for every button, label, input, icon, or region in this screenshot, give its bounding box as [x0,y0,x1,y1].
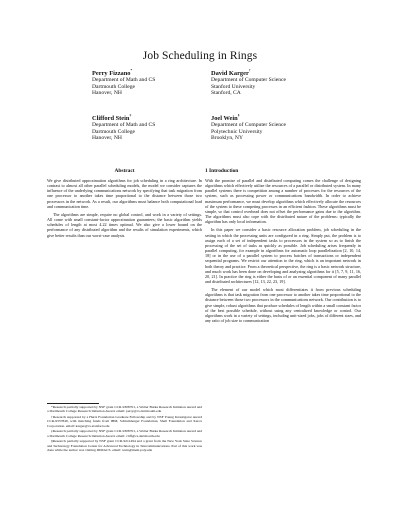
author-location: Hanover, NH [92,135,122,142]
footnote: ‡Research partially supported by NSF grant CCR-9308701, a Walter Burke Research Initiation Award and a Dartmouth College Research Initiation Award. email: cliff@cs.dartmouth.edu [47,429,202,438]
footnotes-section [47,405,202,454]
author-affiliation: Department of Math and CS [92,77,156,84]
author-location: Stanford, CA [211,90,241,97]
author-block-karger [211,70,286,96]
author-institution: Polytechnic University [211,128,263,135]
author-affiliation: Department of Math and CS [92,122,156,129]
author-block-stein [92,115,155,141]
author-affiliation: Department of Computer Science [211,77,287,84]
abstract-section [47,168,202,241]
introduction-paragraph: In this paper we consider a basic resource allocation problem, job scheduling in the setting in which the processing units are configured in a ring. Simply put, the problem is to assign each of a set of independent tasks to processors in the system so as to finish the processing of the set of tasks as quickly as possible. Job scheduling arises frequently in parallel computing, for example in algorithms for automatic loop parallelization [2, 10, 14, 18] or in the use of a parallel system to process batches of transactions or independent sequential programs. We restrict our attention to the ring, which is an important network in both theory and practice. From a theoretical perspective, the ring is a basic network structure, and much work has been done on developing and analyzing algorithms for it [5, 7, 9, 11, 16, 20, 21]. In practice the ring is either the basis of or an essential component of many parallel and distributed architectures [12, 13, 22, 23, 19]. [205,227,361,284]
author-location: Brooklyn, NY [211,135,244,142]
footnote: §Research partially supported by NSF grant CCR-9211494 and a grant from the New York State Science and Technology Foundation Center for Advanced Technology in Telecommunications. Part of this work was done while the author was visiting DIMACS. email: wein@mem.poly.edu [47,439,202,453]
author-block-fizzano [92,70,155,96]
author-name: David Karger† [211,68,251,77]
author-block-wein [211,115,286,141]
author-name: Perry Fizzano* [92,68,133,77]
introduction-heading: 1 Introduction [205,168,239,174]
footnote: †Research supported by a Hertz Foundation Graduate Fellowship and by NSF Young Investigator Award CCR-9357849, with matching funds from IBM, Schlumberger Foundation, Shell Foundation and Xerox Corporation. email: karger@cs.stanford.edu [47,414,202,428]
introduction-paragraph: With the promise of parallel and distributed computing comes the challenge of designing algorithms which effectively utilize the resources of a parallel or distributed system. In many parallel systems there is competition among a number of processes for the resources of the system, such as processing power or communications bandwidth. In order to achieve maximum performance, we must develop algorithms which effectively allocate the resources of the system to these competing processes in an efficient fashion. These algorithms must be simple, so that control overhead does not offset the performance gains due to the algorithm. The algorithms must also cope with the distributed nature of the problems: typically the algorithm has only local information. [205,178,361,225]
author-institution: Dartmouth College [92,83,136,90]
author-institution: Dartmouth College [92,128,136,135]
introduction-section [205,168,361,326]
author-name: Joel Wein§ [211,113,240,122]
author-location: Hanover, NH [92,90,122,97]
footnote: *Research partially supported by NSF grant CCR-9308701, a Walter Burke Research Initiation Award and a Dartmouth College Research Initiation Award. email: perry@cs.dartmouth.edu [47,405,202,414]
introduction-paragraph: The element of our model which most differentiates it from previous scheduling algorithms is that task migration from one processor to another takes time proportional to the distance between those two processors in the communications network. Our contribution is to give simple, robust algorithms that produce schedules of length within a small constant factor of the best possible schedule, without using any centralized knowledge or control. Our algorithms work in a variety of settings, including unit-sized jobs, jobs of different sizes, and any ratio of job size to communication [205,287,361,324]
abstract-paragraph: The algorithms are simple, require no global control, and work in a variety of settings. All come with small constant-factor approximation guarantees; the basic algorithm yields schedules of length at most 4.22 times optimal. We also give a lower bound on the performance of any distributed algorithm and the results of simulation experiments, which give better results than our worst-case analysis. [47,211,202,238]
author-name: Clifford Stein‡ [92,113,132,122]
paper-title: Job Scheduling in Rings [142,50,258,62]
footnote-divider [47,403,99,404]
author-affiliation: Department of Computer Science [211,122,287,129]
abstract-paragraph: We give distributed approximation algorithms for job scheduling in a ring architecture. In contrast to almost all other parallel scheduling models, the model we consider captures the influence of the underlying communications network by specifying that task migration from one processor to another takes time proportional to the distance between those two processors in the network. As a result, our algorithms must balance both computational load and communication time. [47,178,202,209]
abstract-heading: Abstract [114,168,135,174]
author-institution: Stanford University [211,83,256,90]
